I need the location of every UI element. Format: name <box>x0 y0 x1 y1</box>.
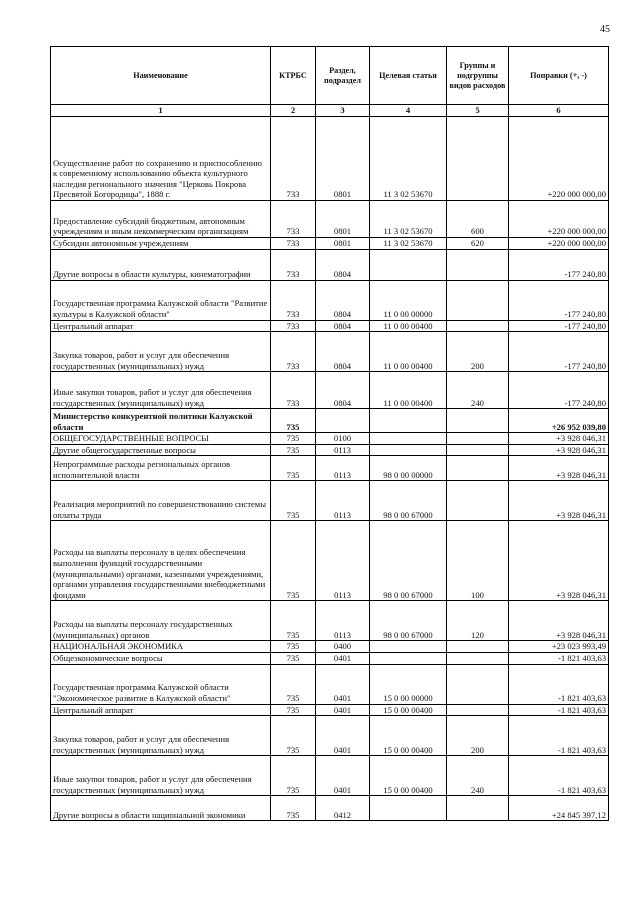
row-vid <box>447 249 509 280</box>
row-vid <box>447 280 509 320</box>
row-tselevaya <box>370 641 447 653</box>
column-number: 1 <box>51 105 271 117</box>
row-razdel: 0412 <box>316 796 370 821</box>
table-row <box>51 409 609 433</box>
row-razdel: 0401 <box>316 756 370 796</box>
row-amount: +220 000 000,00 <box>509 238 609 250</box>
row-ktrbs: 735 <box>271 481 316 521</box>
row-razdel: 0804 <box>316 332 370 372</box>
row-amount: -1 821 403,63 <box>509 652 609 664</box>
row-tselevaya <box>370 433 447 445</box>
row-razdel: 0401 <box>316 716 370 756</box>
row-razdel: 0100 <box>316 433 370 445</box>
row-vid: 600 <box>447 201 509 238</box>
row-razdel: 0804 <box>316 249 370 280</box>
header-tselevaya: Целевая статья <box>370 47 447 105</box>
row-razdel: 0113 <box>316 521 370 601</box>
row-amount: +26 952 039,80 <box>509 409 609 433</box>
row-tselevaya: 11 3 02 53670 <box>370 238 447 250</box>
row-tselevaya: 98 0 00 67000 <box>370 601 447 641</box>
row-vid <box>447 796 509 821</box>
row-ktrbs: 735 <box>271 456 316 481</box>
row-amount: -177 240,80 <box>509 320 609 332</box>
row-razdel: 0113 <box>316 481 370 521</box>
row-amount: +3 928 046,31 <box>509 601 609 641</box>
row-tselevaya: 15 0 00 00400 <box>370 704 447 716</box>
row-tselevaya: 15 0 00 00400 <box>370 716 447 756</box>
row-amount: +3 928 046,31 <box>509 456 609 481</box>
row-tselevaya <box>370 409 447 433</box>
column-number: 2 <box>271 105 316 117</box>
row-tselevaya: 11 0 00 00400 <box>370 320 447 332</box>
row-ktrbs: 735 <box>271 433 316 445</box>
row-amount: +220 000 000,00 <box>509 201 609 238</box>
column-number-row <box>51 105 609 117</box>
row-ktrbs: 733 <box>271 372 316 409</box>
row-ktrbs: 733 <box>271 201 316 238</box>
row-vid <box>447 481 509 521</box>
row-amount: +24 845 397,12 <box>509 796 609 821</box>
table-row <box>51 641 609 653</box>
row-name: Закупка товаров, работ и услуг для обеспечения государственных (муниципальных) нужд <box>51 716 271 756</box>
column-number: 3 <box>316 105 370 117</box>
row-amount: -177 240,80 <box>509 332 609 372</box>
row-ktrbs: 735 <box>271 756 316 796</box>
row-name: Центральный аппарат <box>51 704 271 716</box>
row-name: ОБЩЕГОСУДАРСТВЕННЫЕ ВОПРОСЫ <box>51 433 271 445</box>
row-ktrbs: 735 <box>271 664 316 704</box>
row-name: Закупка товаров, работ и услуг для обеспечения государственных (муниципальных) нужд <box>51 332 271 372</box>
column-number: 5 <box>447 105 509 117</box>
row-tselevaya: 15 0 00 00000 <box>370 664 447 704</box>
table-row <box>51 444 609 456</box>
row-tselevaya: 98 0 00 00000 <box>370 456 447 481</box>
row-name: Непрограммные расходы региональных органов исполнительной власти <box>51 456 271 481</box>
row-vid: 200 <box>447 716 509 756</box>
row-vid: 120 <box>447 601 509 641</box>
row-vid <box>447 456 509 481</box>
row-amount: -1 821 403,63 <box>509 756 609 796</box>
row-amount: +23 023 993,49 <box>509 641 609 653</box>
table-row <box>51 372 609 409</box>
table-row <box>51 716 609 756</box>
budget-amendments-table <box>50 46 609 821</box>
row-amount: -177 240,80 <box>509 280 609 320</box>
row-vid <box>447 117 509 201</box>
header-name: Наименование <box>51 47 271 105</box>
header-ktrbs: КТРБС <box>271 47 316 105</box>
column-number: 4 <box>370 105 447 117</box>
row-amount: -177 240,80 <box>509 249 609 280</box>
table-row <box>51 433 609 445</box>
row-razdel: 0401 <box>316 664 370 704</box>
row-tselevaya: 11 3 02 53670 <box>370 117 447 201</box>
row-tselevaya: 11 0 00 00400 <box>370 372 447 409</box>
row-name: Иные закупки товаров, работ и услуг для обеспечения государственных (муниципальных) нужд <box>51 372 271 409</box>
table-row <box>51 332 609 372</box>
row-ktrbs: 735 <box>271 521 316 601</box>
row-ktrbs: 733 <box>271 332 316 372</box>
row-vid: 200 <box>447 332 509 372</box>
row-vid <box>447 704 509 716</box>
row-razdel: 0801 <box>316 238 370 250</box>
row-name: Другие общегосударственные вопросы <box>51 444 271 456</box>
row-name: Центральный аппарат <box>51 320 271 332</box>
row-vid: 240 <box>447 372 509 409</box>
row-razdel: 0804 <box>316 320 370 332</box>
row-ktrbs: 735 <box>271 652 316 664</box>
table-body <box>51 117 609 821</box>
row-amount: -1 821 403,63 <box>509 664 609 704</box>
row-vid: 620 <box>447 238 509 250</box>
row-name: Другие вопросы в области культуры, кинематографии <box>51 249 271 280</box>
table-header-row <box>51 47 609 105</box>
row-name: Осуществление работ по сохранению и приспособлению к современному использованию объекта культурного наследия регионального значения "Церковь Покрова Пресвятой Богородицы", 1888 г. <box>51 117 271 201</box>
page-number: 45 <box>600 24 610 35</box>
row-razdel: 0801 <box>316 117 370 201</box>
table-row <box>51 796 609 821</box>
row-amount: -1 821 403,63 <box>509 704 609 716</box>
row-tselevaya: 15 0 00 00400 <box>370 756 447 796</box>
row-ktrbs: 735 <box>271 704 316 716</box>
table-row <box>51 201 609 238</box>
row-name: Общеэкономические вопросы <box>51 652 271 664</box>
row-razdel <box>316 409 370 433</box>
row-razdel: 0113 <box>316 444 370 456</box>
row-razdel: 0401 <box>316 652 370 664</box>
row-name: Государственная программа Калужской области "Экономическое развитие в Калужской области" <box>51 664 271 704</box>
row-vid: 100 <box>447 521 509 601</box>
row-ktrbs: 733 <box>271 238 316 250</box>
row-tselevaya <box>370 652 447 664</box>
row-amount: -177 240,80 <box>509 372 609 409</box>
row-tselevaya: 11 0 00 00400 <box>370 332 447 372</box>
row-vid <box>447 320 509 332</box>
row-name: НАЦИОНАЛЬНАЯ ЭКОНОМИКА <box>51 641 271 653</box>
header-razdel: Раздел, подраздел <box>316 47 370 105</box>
row-amount: +220 000 000,00 <box>509 117 609 201</box>
row-ktrbs: 735 <box>271 601 316 641</box>
row-ktrbs: 735 <box>271 641 316 653</box>
row-ktrbs: 733 <box>271 249 316 280</box>
table-row <box>51 117 609 201</box>
header-gruppy: Группы и подгруппы видов расходов <box>447 47 509 105</box>
table-row <box>51 704 609 716</box>
row-amount: +3 928 046,31 <box>509 433 609 445</box>
row-vid: 240 <box>447 756 509 796</box>
row-amount: +3 928 046,31 <box>509 521 609 601</box>
row-name: Предоставление субсидий бюджетным, автономным учреждениям и иным некоммерческим организациям <box>51 201 271 238</box>
row-name: Субсидии автономным учреждениям <box>51 238 271 250</box>
row-name: Реализация мероприятий по совершенствованию системы оплаты труда <box>51 481 271 521</box>
row-amount: -1 821 403,63 <box>509 716 609 756</box>
table-row <box>51 481 609 521</box>
row-razdel: 0801 <box>316 201 370 238</box>
row-name: Другие вопросы в области национальной экономики <box>51 796 271 821</box>
row-razdel: 0113 <box>316 601 370 641</box>
row-razdel: 0113 <box>316 456 370 481</box>
table-row <box>51 664 609 704</box>
row-vid <box>447 641 509 653</box>
row-tselevaya <box>370 796 447 821</box>
row-name: Министерство конкурентной политики Калужской области <box>51 409 271 433</box>
table-row <box>51 280 609 320</box>
row-name: Расходы на выплаты персоналу в целях обеспечения выполнения функций государственными (муниципальными) органами, казенными учреждениями, органами управления государственными внебюджетными фондами <box>51 521 271 601</box>
row-ktrbs: 735 <box>271 409 316 433</box>
row-tselevaya: 98 0 00 67000 <box>370 481 447 521</box>
row-tselevaya <box>370 444 447 456</box>
table-row <box>51 320 609 332</box>
row-tselevaya: 98 0 00 67000 <box>370 521 447 601</box>
header-popravki: Поправки (+, -) <box>509 47 609 105</box>
table-row <box>51 521 609 601</box>
row-name: Расходы на выплаты персоналу государственных (муниципальных) органов <box>51 601 271 641</box>
row-vid <box>447 664 509 704</box>
row-razdel: 0804 <box>316 280 370 320</box>
row-ktrbs: 735 <box>271 716 316 756</box>
row-amount: +3 928 046,31 <box>509 481 609 521</box>
row-name: Иные закупки товаров, работ и услуг для обеспечения государственных (муниципальных) нужд <box>51 756 271 796</box>
row-vid <box>447 433 509 445</box>
row-razdel: 0804 <box>316 372 370 409</box>
table-row <box>51 756 609 796</box>
row-vid <box>447 652 509 664</box>
row-ktrbs: 735 <box>271 796 316 821</box>
row-tselevaya: 11 3 02 53670 <box>370 201 447 238</box>
row-razdel: 0401 <box>316 704 370 716</box>
row-name: Государственная программа Калужской области "Развитие культуры в Калужской области" <box>51 280 271 320</box>
table-row <box>51 601 609 641</box>
row-vid <box>447 444 509 456</box>
row-vid <box>447 409 509 433</box>
column-number: 6 <box>509 105 609 117</box>
table-row <box>51 652 609 664</box>
table-row <box>51 249 609 280</box>
row-ktrbs: 735 <box>271 444 316 456</box>
row-tselevaya <box>370 249 447 280</box>
row-amount: +3 928 046,31 <box>509 444 609 456</box>
row-ktrbs: 733 <box>271 320 316 332</box>
row-razdel: 0400 <box>316 641 370 653</box>
table-row <box>51 238 609 250</box>
row-ktrbs: 733 <box>271 280 316 320</box>
row-tselevaya: 11 0 00 00000 <box>370 280 447 320</box>
table-row <box>51 456 609 481</box>
row-ktrbs: 733 <box>271 117 316 201</box>
